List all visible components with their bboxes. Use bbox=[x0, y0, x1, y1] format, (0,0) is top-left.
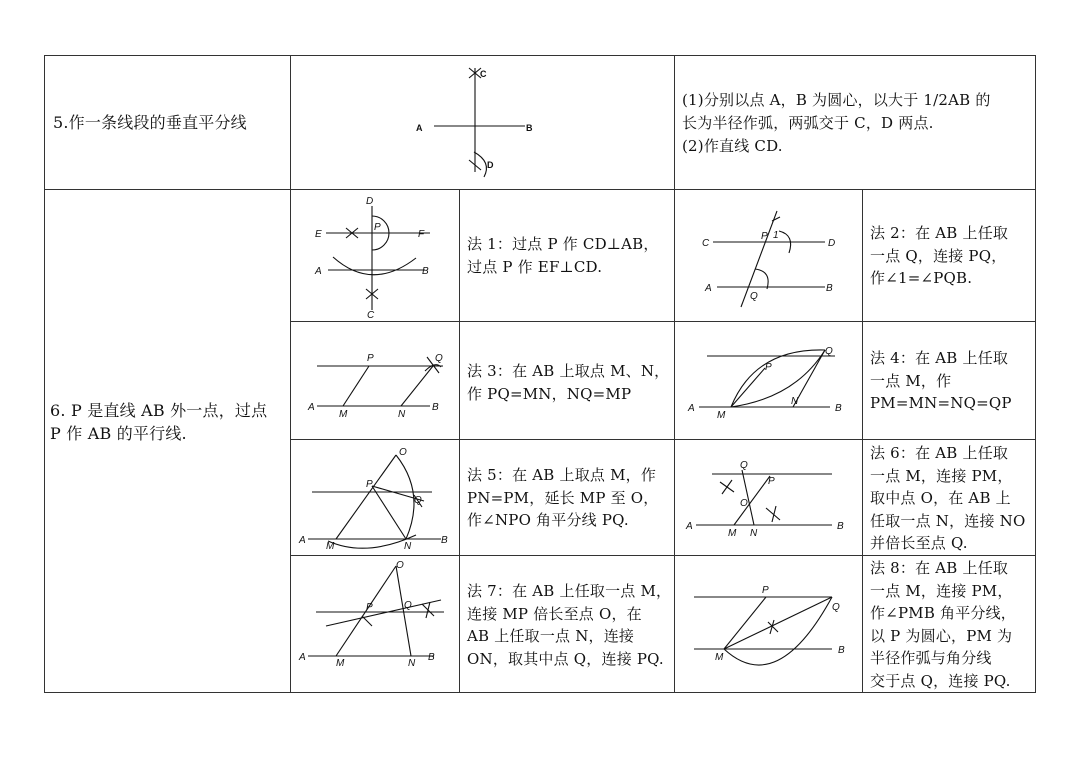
point-label-a: A bbox=[416, 123, 423, 133]
method-7-line-3: AB 上任取一点 N，连接 bbox=[467, 627, 635, 645]
fig7-label-n: N bbox=[408, 658, 416, 669]
row6-title-line-2: P 作 AB 的平行线. bbox=[50, 424, 187, 443]
col-divider bbox=[674, 55, 675, 693]
method-7-line-2: 连接 MP 倍长至点 O，在 bbox=[467, 604, 642, 623]
fig6-label-q: Q bbox=[740, 460, 748, 471]
fig5-label-p: P bbox=[366, 479, 373, 490]
method-1-text bbox=[467, 233, 659, 278]
fig3-label-m: M bbox=[339, 409, 348, 420]
row-divider bbox=[290, 439, 1036, 440]
method-6-line-2: 一点 M，连接 PM， bbox=[870, 466, 1013, 485]
point-label-b: B bbox=[526, 123, 533, 133]
method-8-line-2: 一点 M，连接 PM， bbox=[870, 581, 1013, 600]
row5-step-1: (1)分别以点 A，B 为圆心，以大于 1/2AB 的 bbox=[682, 91, 991, 109]
fig1-label-b: B bbox=[422, 266, 429, 277]
fig7-label-m: M bbox=[336, 658, 345, 669]
fig4-label-b: B bbox=[835, 403, 842, 414]
method-5-line-1: 法 5：在 AB 上取点 M，作 bbox=[467, 466, 657, 484]
row-divider bbox=[290, 555, 1036, 556]
table-border-left bbox=[44, 55, 45, 693]
col-divider bbox=[862, 189, 863, 693]
method-8-line-5: 半径作弧与角分线 bbox=[870, 649, 992, 667]
fig1-label-d: D bbox=[366, 196, 374, 207]
fig5-label-b: B bbox=[441, 535, 448, 546]
fig2-label-a: A bbox=[705, 283, 712, 294]
fig5-label-m: M bbox=[326, 541, 335, 552]
fig6-label-o: O bbox=[740, 498, 748, 509]
fig8-label-q: Q bbox=[832, 602, 840, 613]
fig2-label-d: D bbox=[828, 238, 836, 249]
row5-title: 5.作一条线段的垂直平分线 bbox=[53, 113, 247, 132]
point-label-d: D bbox=[487, 160, 494, 170]
fig5-label-o: O bbox=[399, 447, 407, 458]
point-label-c: C bbox=[480, 69, 487, 79]
fig-method-8 bbox=[682, 580, 852, 680]
fig-method-7 bbox=[296, 560, 451, 670]
method-2-line-2: 一点 Q，连接 PQ， bbox=[870, 246, 1007, 265]
method-5-line-2: PN=PM，延长 MP 至 O， bbox=[467, 488, 659, 507]
method-1-line-2: 过点 P 作 EF⊥CD. bbox=[467, 257, 603, 276]
fig1-label-a: A bbox=[315, 266, 322, 277]
fig6-label-n: N bbox=[750, 528, 758, 539]
fig3-label-q: Q bbox=[435, 353, 443, 364]
method-2-line-3: 作∠1=∠PQB. bbox=[870, 269, 973, 287]
fig5-label-n: N bbox=[404, 541, 412, 552]
fig4-label-a: A bbox=[688, 403, 695, 414]
fig4-label-m: M bbox=[717, 410, 726, 421]
fig4-label-q: Q bbox=[825, 346, 833, 357]
fig3-label-p: P bbox=[367, 353, 374, 364]
fig7-label-q: Q bbox=[404, 600, 412, 611]
method-5-text bbox=[467, 464, 659, 532]
row5-step-3: (2)作直线 CD. bbox=[682, 137, 783, 155]
col-divider bbox=[459, 189, 460, 693]
method-4-line-3: PM=MN=NQ=QP bbox=[870, 394, 1012, 412]
method-3-line-1: 法 3：在 AB 上取点 M、N， bbox=[467, 362, 670, 380]
fig2-label-1: 1 bbox=[773, 230, 779, 241]
method-2-line-1: 法 2：在 AB 上任取 bbox=[870, 224, 1009, 242]
fig8-label-b: B bbox=[838, 645, 845, 656]
fig1-label-p: P bbox=[374, 222, 381, 233]
row6-title-line-1: 6. P 是直线 AB 外一点，过点 bbox=[50, 401, 268, 420]
table-border-bottom bbox=[44, 692, 1036, 693]
method-8-line-4: 以 P 为圆心，PM 为 bbox=[870, 626, 1013, 645]
fig6-label-p: P bbox=[768, 476, 775, 487]
fig6-label-a: A bbox=[686, 521, 693, 532]
method-8-text bbox=[870, 557, 1016, 692]
method-4-text bbox=[870, 347, 1012, 415]
method-8-line-1: 法 8：在 AB 上任取 bbox=[870, 559, 1009, 577]
fig6-label-b: B bbox=[837, 521, 844, 532]
fig-method-6 bbox=[682, 448, 852, 548]
col-divider bbox=[290, 55, 291, 693]
fig6-label-m: M bbox=[728, 528, 737, 539]
fig8-label-m: M bbox=[715, 652, 724, 663]
fig-method-4 bbox=[685, 340, 855, 425]
table-border-right bbox=[1035, 55, 1036, 693]
method-8-line-3: 作∠PMB 角平分线， bbox=[870, 604, 1017, 622]
fig2-label-q: Q bbox=[750, 291, 758, 302]
fig4-label-p: P bbox=[765, 362, 772, 373]
fig3-label-a: A bbox=[308, 402, 315, 413]
fig7-label-a: A bbox=[299, 652, 306, 663]
method-6-line-3: 取中点 O，在 AB 上 bbox=[870, 489, 1011, 507]
fig3-label-n: N bbox=[398, 409, 406, 420]
fig-method-2 bbox=[697, 205, 847, 310]
method-4-line-1: 法 4：在 AB 上任取 bbox=[870, 349, 1009, 367]
fig-method-3 bbox=[305, 345, 455, 420]
fig2-label-c: C bbox=[702, 238, 710, 249]
fig1-label-e: E bbox=[315, 229, 322, 240]
method-1-line-1: 法 1：过点 P 作 CD⊥AB， bbox=[467, 235, 659, 253]
fig-perpendicular-bisector bbox=[400, 60, 550, 185]
row-divider bbox=[290, 321, 1036, 322]
row5-step-2: 长为半径作弧，两弧交于 C，D 两点. bbox=[682, 114, 934, 132]
method-2-text bbox=[870, 222, 1008, 290]
fig2-label-p: P bbox=[761, 231, 768, 242]
fig5-label-a: A bbox=[299, 535, 306, 546]
table-border-top bbox=[44, 55, 1036, 56]
method-4-line-2: 一点 M，作 bbox=[870, 371, 952, 390]
method-3-text bbox=[467, 360, 669, 405]
method-6-line-1: 法 6：在 AB 上任取 bbox=[870, 444, 1009, 462]
method-6-line-5: 并倍长至点 Q. bbox=[870, 534, 968, 552]
fig-method-5 bbox=[296, 443, 451, 553]
fig-method-1 bbox=[300, 192, 455, 320]
fig5-label-q: Q bbox=[414, 495, 422, 506]
fig1-label-f: F bbox=[418, 229, 425, 240]
row-divider bbox=[44, 189, 1036, 190]
fig1-label-c: C bbox=[367, 310, 375, 320]
method-6-text bbox=[870, 442, 1025, 555]
fig4-label-n: N bbox=[791, 396, 799, 407]
fig8-label-p: P bbox=[762, 585, 769, 596]
method-6-line-4: 任取一点 N，连接 NO bbox=[870, 511, 1026, 530]
method-5-line-3: 作∠NPO 角平分线 PQ. bbox=[467, 511, 629, 529]
fig7-label-b: B bbox=[428, 652, 435, 663]
method-7-text bbox=[467, 580, 671, 670]
method-7-line-1: 法 7：在 AB 上任取一点 M， bbox=[467, 582, 672, 600]
fig7-label-p: P bbox=[366, 602, 373, 613]
method-3-line-2: 作 PQ=MN，NQ=MP bbox=[467, 384, 632, 403]
method-7-line-4: ON，取其中点 Q，连接 PQ. bbox=[467, 649, 664, 668]
method-8-line-6: 交于点 Q，连接 PQ. bbox=[870, 671, 1011, 690]
fig3-label-b: B bbox=[432, 402, 439, 413]
fig2-label-b: B bbox=[826, 283, 833, 294]
fig7-label-o: O bbox=[396, 560, 404, 571]
